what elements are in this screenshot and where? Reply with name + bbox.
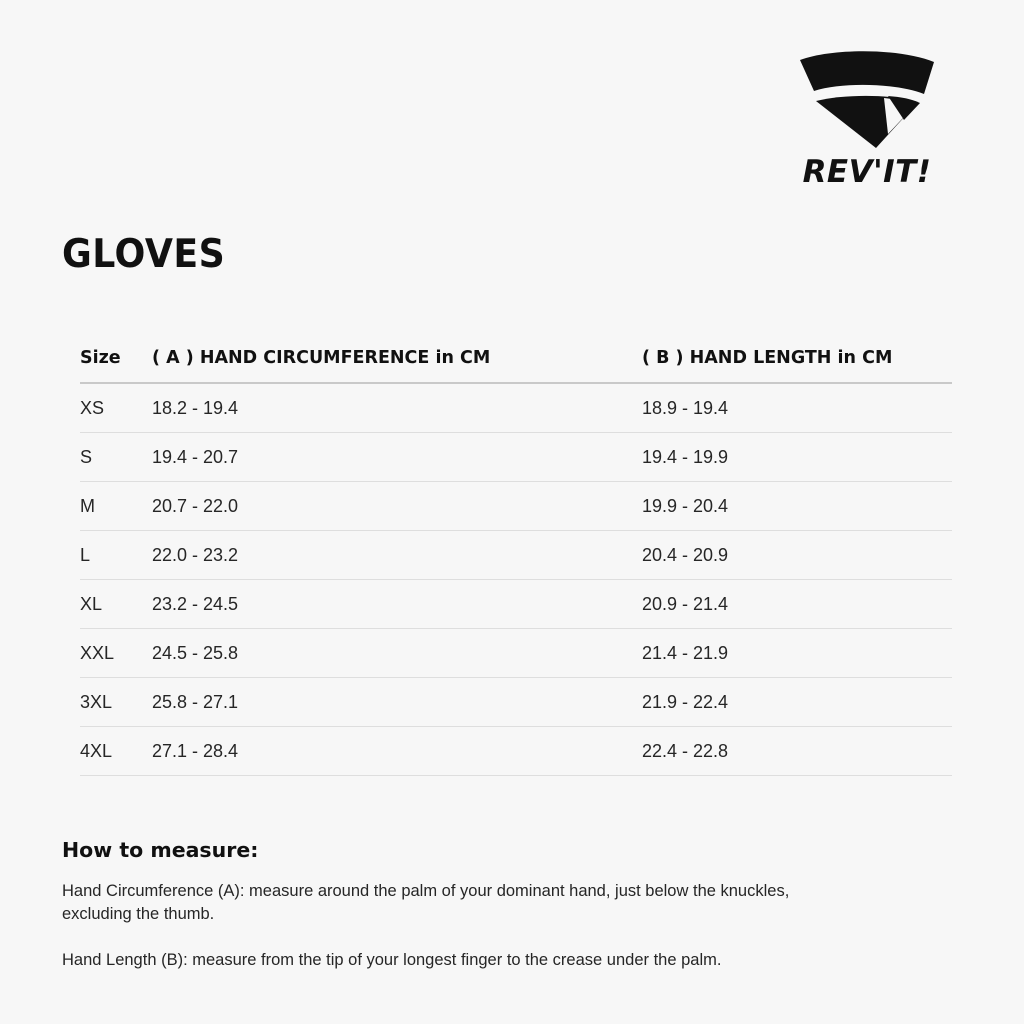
revit-chevron-logo-icon	[792, 46, 942, 151]
cell-length: 21.9 - 22.4	[642, 678, 952, 727]
cell-length: 18.9 - 19.4	[642, 383, 952, 433]
cell-length: 21.4 - 21.9	[642, 629, 952, 678]
cell-circumference: 19.4 - 20.7	[152, 433, 642, 482]
size-table	[80, 348, 952, 776]
cell-circumference: 25.8 - 27.1	[152, 678, 642, 727]
cell-size: XXL	[80, 629, 152, 678]
table-row	[80, 482, 952, 531]
cell-size: M	[80, 482, 152, 531]
cell-size: XS	[80, 383, 152, 433]
size-table-container	[80, 348, 952, 776]
table-row	[80, 580, 952, 629]
how-to-measure-paragraph-length: Hand Length (B): measure from the tip of your longest finger to the crease under the palm.	[62, 950, 722, 969]
cell-length: 19.9 - 20.4	[642, 482, 952, 531]
cell-size: 3XL	[80, 678, 152, 727]
cell-circumference: 24.5 - 25.8	[152, 629, 642, 678]
table-header-row	[80, 348, 952, 383]
how-to-measure-title: How to measure:	[62, 838, 259, 862]
cell-circumference: 27.1 - 28.4	[152, 727, 642, 776]
column-header-length: ( B ) HAND LENGTH in CM	[642, 348, 952, 383]
table-row	[80, 383, 952, 433]
cell-length: 22.4 - 22.8	[642, 727, 952, 776]
table-header	[80, 348, 952, 383]
column-header-circumference: ( A ) HAND CIRCUMFERENCE in CM	[152, 348, 642, 383]
how-to-measure-paragraph-circumference: Hand Circumference (A): measure around the palm of your dominant hand, just below the knuckles, excluding the thumb.	[62, 882, 790, 924]
cell-circumference: 18.2 - 19.4	[152, 383, 642, 433]
cell-size: XL	[80, 580, 152, 629]
table-row	[80, 727, 952, 776]
cell-length: 20.9 - 21.4	[642, 580, 952, 629]
table-body	[80, 383, 952, 776]
cell-size: L	[80, 531, 152, 580]
column-header-size: Size	[80, 348, 152, 383]
cell-circumference: 22.0 - 23.2	[152, 531, 642, 580]
brand-logo	[772, 46, 962, 188]
cell-length: 20.4 - 20.9	[642, 531, 952, 580]
brand-wordmark: REV'IT!	[802, 154, 932, 190]
cell-size: 4XL	[80, 727, 152, 776]
cell-circumference: 23.2 - 24.5	[152, 580, 642, 629]
cell-length: 19.4 - 19.9	[642, 433, 952, 482]
page-title: GLOVES	[62, 232, 226, 277]
cell-circumference: 20.7 - 22.0	[152, 482, 642, 531]
table-row	[80, 433, 952, 482]
table-row	[80, 678, 952, 727]
table-row	[80, 531, 952, 580]
cell-size: S	[80, 433, 152, 482]
how-to-measure-section	[62, 838, 892, 972]
table-row	[80, 629, 952, 678]
